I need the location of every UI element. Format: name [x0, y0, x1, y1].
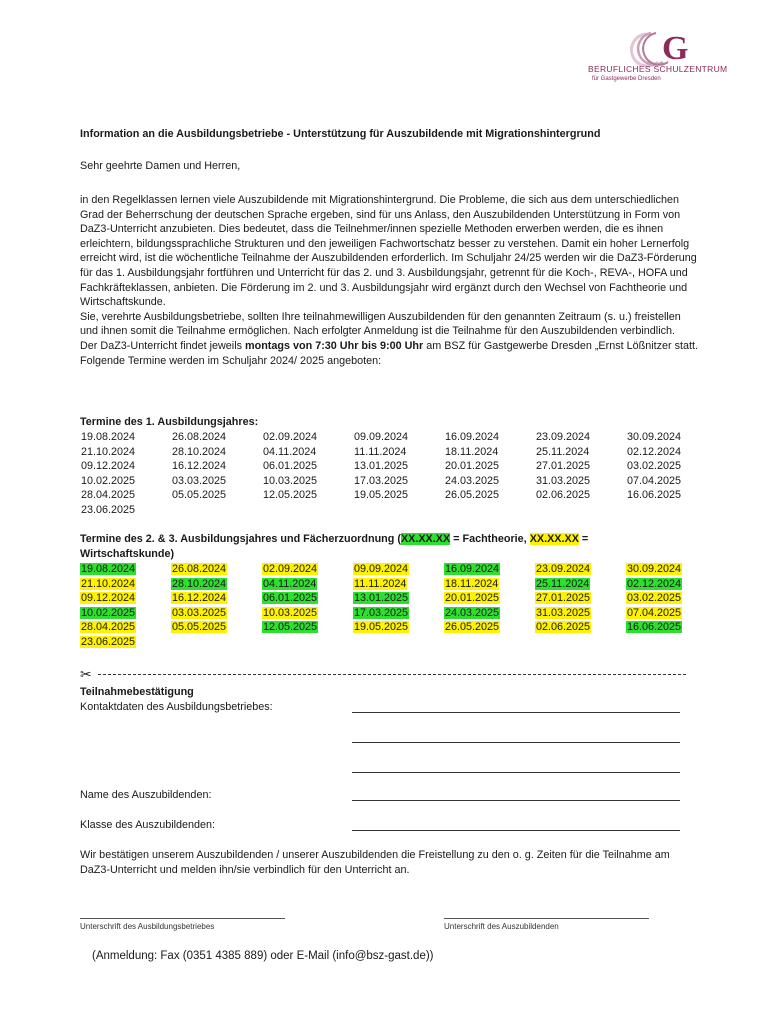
date-cell — [444, 562, 535, 577]
date-value: 31.03.2025 — [536, 474, 591, 487]
date-value: 07.04.2025 — [627, 606, 682, 619]
date-cell — [262, 620, 353, 635]
date-value: 09.12.2024 — [81, 592, 136, 605]
date-value: 18.11.2024 — [445, 577, 499, 590]
date-cell — [262, 488, 353, 503]
cut-line — [80, 666, 686, 682]
date-row — [80, 459, 700, 474]
date-value: 24.03.2025 — [445, 606, 500, 619]
paragraph-2: Sie, verehrte Ausbildungsbetriebe, sollten Ihre teilnahmewilligen Auszubildenden für den genannten Zeitraum (s. u.) freistellen und ihnen somit die Teilnahme ermöglichen. Nach erfolgter Anmeldung ist die Teilnahme für den Auszubildenden verbindlich. — [80, 310, 681, 338]
date-row — [80, 488, 700, 503]
dashed-divider — [98, 674, 686, 675]
signature-company — [80, 918, 285, 931]
paragraph-3: Der DaZ3-Unterricht findet jeweils montags von 7:30 Uhr bis 9:00 Uhr am BSZ für Gastgewerbe Dresden „Ernst Lößnitzer statt. Folgende Termine werden im Schuljahr 2024/ 2025 angeboten: — [80, 339, 699, 367]
date-value: 28.10.2024 — [172, 577, 227, 590]
student-name-field[interactable] — [352, 800, 680, 801]
date-row — [80, 430, 700, 445]
date-value: 21.10.2024 — [81, 577, 136, 590]
intro-text — [80, 193, 700, 368]
date-cell — [353, 562, 444, 577]
date-row — [80, 635, 700, 650]
registration-footer: (Anmeldung: Fax (0351 4385 889) oder E-Mail (info@bsz-gast.de)) — [92, 950, 434, 962]
date-cell — [353, 488, 444, 503]
section2-dates — [80, 562, 700, 650]
date-row — [80, 606, 700, 621]
date-cell — [171, 445, 262, 460]
date-value: 12.05.2025 — [263, 621, 318, 634]
date-value: 02.09.2024 — [263, 431, 318, 443]
date-value: 28.04.2025 — [81, 489, 136, 502]
date-value: 26.05.2025 — [445, 621, 500, 634]
document-heading: Information an die Ausbildungsbetriebe - Unterstützung für Auszubildende mit Migrationshintergrund — [80, 128, 601, 140]
date-value: 23.06.2025 — [81, 503, 136, 516]
signature-company-line[interactable] — [80, 918, 285, 919]
logo-title: BERUFLICHES SCHULZENTRUM — [588, 64, 728, 74]
date-cell — [626, 474, 717, 489]
logo-letter: G — [662, 30, 689, 67]
date-value: 19.08.2024 — [81, 431, 136, 443]
date-value: 26.08.2024 — [172, 563, 227, 575]
date-cell — [80, 430, 171, 445]
date-value: 28.10.2024 — [172, 445, 227, 458]
date-cell — [535, 430, 626, 445]
date-cell — [80, 591, 171, 606]
date-value: 16.09.2024 — [445, 431, 500, 443]
date-row — [80, 620, 700, 635]
date-cell — [626, 562, 717, 577]
date-cell — [80, 635, 171, 650]
date-row — [80, 562, 700, 577]
date-value: 05.05.2025 — [172, 489, 227, 502]
date-cell — [353, 474, 444, 489]
date-cell — [80, 577, 171, 592]
date-cell — [535, 488, 626, 503]
date-value: 10.03.2025 — [263, 606, 318, 619]
date-value: 16.06.2025 — [627, 489, 682, 502]
date-cell — [80, 445, 171, 460]
section1-dates — [80, 430, 700, 518]
date-value: 09.09.2024 — [354, 431, 409, 443]
date-cell — [626, 488, 717, 503]
date-cell — [353, 591, 444, 606]
date-row — [80, 503, 700, 518]
date-value: 16.12.2024 — [172, 592, 227, 605]
date-value: 07.04.2025 — [627, 474, 682, 487]
date-cell — [444, 620, 535, 635]
date-value: 25.11.2024 — [536, 445, 590, 458]
date-cell — [262, 430, 353, 445]
date-value: 24.03.2025 — [445, 474, 500, 487]
date-cell — [353, 620, 444, 635]
date-cell — [171, 488, 262, 503]
date-value: 19.08.2024 — [81, 563, 136, 575]
date-row — [80, 474, 700, 489]
school-logo — [588, 28, 738, 88]
class-time: montags von 7:30 Uhr bis 9:00 Uhr — [245, 339, 424, 352]
date-value: 27.01.2025 — [536, 460, 591, 473]
date-row — [80, 591, 700, 606]
date-value: 21.10.2024 — [81, 445, 136, 458]
date-cell — [262, 562, 353, 577]
date-value: 12.05.2025 — [263, 489, 318, 502]
date-cell — [171, 591, 262, 606]
date-value: 03.03.2025 — [172, 606, 227, 619]
date-value: 10.02.2025 — [81, 474, 136, 487]
date-value: 18.11.2024 — [445, 445, 499, 458]
date-cell — [444, 459, 535, 474]
date-value: 23.06.2025 — [81, 635, 136, 648]
company-field-line-3[interactable] — [352, 772, 680, 773]
date-cell — [80, 474, 171, 489]
date-cell — [80, 488, 171, 503]
date-cell — [80, 620, 171, 635]
date-cell — [353, 606, 444, 621]
date-value: 11.11.2024 — [354, 577, 407, 590]
date-cell — [535, 562, 626, 577]
date-cell — [535, 577, 626, 592]
date-cell — [171, 459, 262, 474]
paragraph-1: in den Regelklassen lernen viele Auszubildende mit Migrationshintergrund. Die Probleme, die sich aus dem unterschiedlichen Grad der Beherrschung der deutschen Sprache ergeben, sind für uns Anlass, den Auszubildenden Unterstützung in Form von DaZ3-Unterricht anzubieten. Dies bedeutet, dass die Teilnehmer/innen spezielle Methoden erwerben werden, die es ihnen erleichtern, bildungssprachliche Strukturen und den jeweiligen Fachwortschatz besser zu verstehen. Damit ein hoher Lernerfolg erreicht wird, ist die wöchentliche Teilnahme der Auszubildenden erforderlich. Im Schuljahr 24/25 werden wir die DaZ3-Förderung für das 1. Ausbildungsjahr fortführen und Unterricht für das 2. und 3. Ausbildungsjahr, getrennt für die Koch-, REVA-, HOFA und Fachkräfteklassen, anbieten. Die Förderung im 2. und 3. Ausbildungsjahr wird ergänzt durch den Wechsel von Fachtheorie und Wirtschaftskunde. — [80, 194, 697, 309]
date-cell — [444, 445, 535, 460]
date-cell — [444, 474, 535, 489]
date-cell — [535, 620, 626, 635]
date-cell — [535, 459, 626, 474]
company-field-line-2[interactable] — [352, 742, 680, 743]
date-cell — [262, 606, 353, 621]
legend-green: XX.XX.XX — [400, 533, 451, 545]
student-class-label: Klasse des Auszubildenden: — [80, 819, 216, 831]
date-value: 06.01.2025 — [263, 592, 318, 605]
date-cell — [171, 474, 262, 489]
date-value: 09.09.2024 — [354, 563, 409, 575]
date-value: 19.05.2025 — [354, 621, 409, 634]
date-cell — [262, 591, 353, 606]
company-label: Kontaktdaten des Ausbildungsbetriebes: — [80, 701, 273, 713]
date-value: 26.08.2024 — [172, 431, 227, 443]
date-value: 02.06.2025 — [536, 621, 591, 634]
signature-student-label: Unterschrift des Auszubildenden — [444, 922, 559, 931]
date-cell — [262, 474, 353, 489]
date-cell — [444, 430, 535, 445]
date-cell — [535, 591, 626, 606]
date-cell — [444, 606, 535, 621]
date-cell — [353, 577, 444, 592]
date-cell — [626, 577, 717, 592]
date-value: 30.09.2024 — [627, 563, 682, 575]
date-row — [80, 577, 700, 592]
date-value: 02.06.2025 — [536, 489, 591, 502]
date-value: 04.11.2024 — [263, 577, 317, 590]
date-value: 17.03.2025 — [354, 474, 409, 487]
date-value: 09.12.2024 — [81, 460, 136, 473]
date-cell — [626, 606, 717, 621]
date-cell — [353, 459, 444, 474]
date-cell — [171, 620, 262, 635]
signature-student — [444, 918, 649, 931]
date-value: 10.03.2025 — [263, 474, 318, 487]
date-value: 23.09.2024 — [536, 431, 591, 443]
date-cell — [80, 459, 171, 474]
date-value: 28.04.2025 — [81, 621, 136, 634]
date-cell — [171, 430, 262, 445]
company-field-line-1[interactable] — [352, 712, 680, 713]
salutation: Sehr geehrte Damen und Herren, — [80, 160, 241, 172]
date-value: 30.09.2024 — [627, 431, 682, 443]
date-cell — [535, 474, 626, 489]
date-cell — [171, 562, 262, 577]
date-value: 02.09.2024 — [263, 563, 318, 575]
date-cell — [262, 445, 353, 460]
date-value: 13.01.2025 — [354, 460, 409, 473]
signature-student-line[interactable] — [444, 918, 649, 919]
date-cell — [626, 430, 717, 445]
date-cell — [626, 459, 717, 474]
date-cell — [171, 606, 262, 621]
date-cell — [535, 445, 626, 460]
date-value: 23.09.2024 — [536, 563, 591, 575]
date-value: 03.02.2025 — [627, 592, 682, 605]
date-value: 03.03.2025 — [172, 474, 227, 487]
date-value: 04.11.2024 — [263, 445, 317, 458]
date-cell — [444, 591, 535, 606]
date-value: 06.01.2025 — [263, 460, 318, 473]
date-value: 16.06.2025 — [627, 621, 682, 634]
date-value: 16.09.2024 — [445, 563, 500, 575]
legend-yellow: XX.XX.XX — [529, 533, 579, 545]
date-value: 25.11.2024 — [536, 577, 590, 590]
logo-subtitle: für Gastgewerbe Dresden — [592, 76, 661, 82]
date-cell — [80, 606, 171, 621]
date-cell — [444, 577, 535, 592]
date-value: 11.11.2024 — [354, 445, 407, 458]
date-value: 27.01.2025 — [536, 592, 591, 605]
date-value: 02.12.2024 — [627, 445, 682, 458]
date-value: 17.03.2025 — [354, 606, 409, 619]
date-cell — [353, 430, 444, 445]
date-cell — [444, 488, 535, 503]
section1-heading: Termine des 1. Ausbildungsjahres: — [80, 416, 259, 428]
date-value: 05.05.2025 — [172, 621, 227, 634]
confirmation-text: Wir bestätigen unserem Auszubildenden / unserer Auszubildenden die Freistellung zu den o. g. Zeiten für die Teilnahme am DaZ3-Unterricht und melden ihn/sie verbindlich für den Unterricht an. — [80, 849, 670, 876]
date-cell — [262, 577, 353, 592]
date-row — [80, 445, 700, 460]
date-cell — [535, 606, 626, 621]
date-value: 10.02.2025 — [81, 606, 136, 619]
section2-heading: Termine des 2. & 3. Ausbildungsjahres und Fächerzuordnung (XX.XX.XX = Fachtheorie, XX.XX.XX = Wirtschaftskunde) — [80, 533, 589, 560]
date-value: 03.02.2025 — [627, 460, 682, 473]
date-value: 20.01.2025 — [445, 592, 500, 605]
signature-company-label: Unterschrift des Ausbildungsbetriebes — [80, 922, 215, 931]
date-cell — [262, 459, 353, 474]
date-cell — [80, 503, 171, 518]
student-name-label: Name des Auszubildenden: — [80, 789, 212, 801]
date-value: 02.12.2024 — [627, 577, 682, 590]
school-logo-mark — [628, 28, 698, 68]
scissors-icon: ✂ — [80, 666, 92, 682]
date-cell — [626, 620, 717, 635]
date-value: 26.05.2025 — [445, 489, 500, 502]
student-class-field[interactable] — [352, 830, 680, 831]
date-cell — [626, 445, 717, 460]
date-value: 19.05.2025 — [354, 489, 409, 502]
date-value: 16.12.2024 — [172, 460, 227, 473]
date-value: 31.03.2025 — [536, 606, 591, 619]
date-cell — [353, 445, 444, 460]
date-cell — [626, 591, 717, 606]
date-value: 13.01.2025 — [354, 592, 409, 605]
confirmation-heading: Teilnahmebestätigung — [80, 686, 194, 698]
date-cell — [171, 577, 262, 592]
date-cell — [80, 562, 171, 577]
date-value: 20.01.2025 — [445, 460, 500, 473]
